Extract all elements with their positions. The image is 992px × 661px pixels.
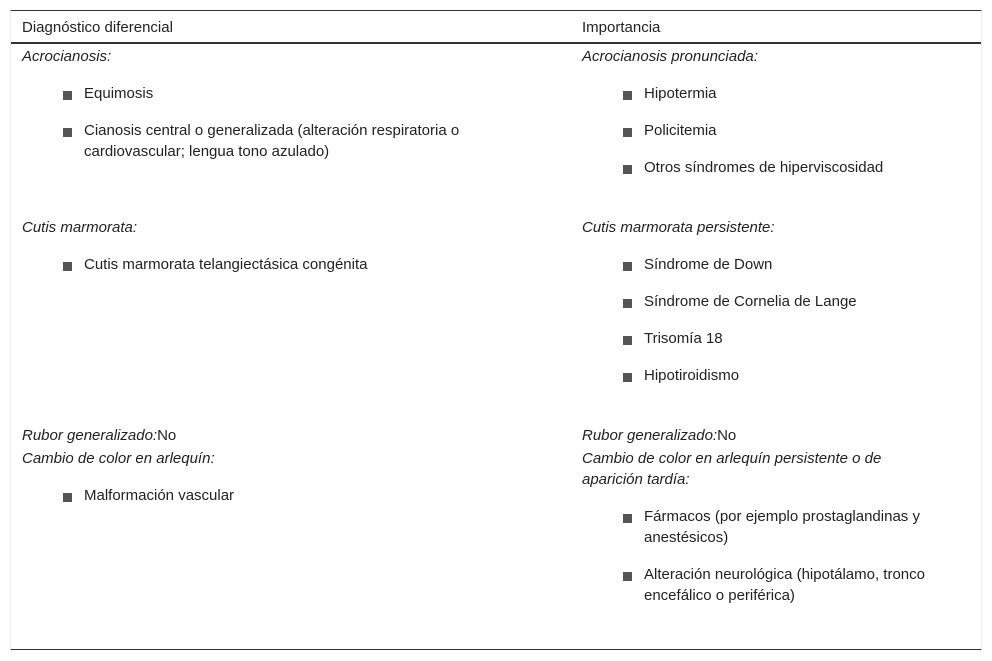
col1-arlequin-list (22, 485, 522, 506)
col2-cutis-title: Cutis marmorata persistente: (582, 219, 775, 236)
col2-arlequin-list (582, 506, 962, 606)
list-item: Equimosis (22, 83, 522, 104)
differential-diagnosis-table (10, 10, 982, 650)
col2-arlequin-title: Cambio de color en arlequín persistente o de aparición tardía: (582, 450, 882, 488)
col2-acrocianosis-cell (582, 46, 972, 67)
bullet-square-icon (623, 165, 632, 174)
bullet-square-icon (623, 373, 632, 382)
table-header-row (11, 11, 981, 44)
col1-cutis-title: Cutis marmorata: (22, 219, 138, 236)
bullet-square-icon (623, 128, 632, 137)
list-item: Síndrome de Down (582, 254, 972, 275)
header-importancia: Importancia (582, 19, 661, 36)
bullet-square-icon (623, 514, 632, 523)
list-item: Fármacos (por ejemplo prostaglandinas y anestésicos) (582, 506, 962, 548)
list-item: Trisomía 18 (582, 328, 972, 349)
col1-arlequin-title: Cambio de color en arlequín: (22, 450, 215, 467)
bullet-square-icon (63, 262, 72, 271)
col2-acrocianosis-list (582, 83, 972, 178)
list-item: Hipotiroidismo (582, 365, 972, 386)
list-item: Hipotermia (582, 83, 972, 104)
col1-acrocianosis-list (22, 83, 522, 162)
list-item: Alteración neurológica (hipotálamo, tronco encefálico o periférica) (582, 564, 962, 606)
list-item: Malformación vascular (22, 485, 522, 506)
bullet-square-icon (63, 128, 72, 137)
col1-rubor-line: Rubor generalizado:No (22, 427, 177, 444)
list-item: Policitemia (582, 120, 972, 141)
col2-rubor-line: Rubor generalizado:No (582, 427, 737, 444)
bullet-square-icon (623, 572, 632, 581)
col2-acrocianosis-title: Acrocianosis pronunciada: (582, 48, 758, 65)
col2-cutis-cell (582, 217, 972, 238)
bullet-square-icon (623, 262, 632, 271)
col2-rubor-cell (582, 425, 922, 490)
list-item: Síndrome de Cornelia de Lange (582, 291, 972, 312)
header-diagnostico: Diagnóstico diferencial (22, 19, 173, 36)
col1-acrocianosis-cell (22, 46, 552, 67)
col1-rubor-cell (22, 425, 552, 469)
bullet-square-icon (623, 299, 632, 308)
col1-cutis-cell (22, 217, 552, 238)
bullet-square-icon (623, 336, 632, 345)
col2-cutis-list (582, 254, 972, 386)
list-item: Otros síndromes de hiperviscosidad (582, 157, 972, 178)
bullet-square-icon (63, 91, 72, 100)
bullet-square-icon (623, 91, 632, 100)
bullet-square-icon (63, 493, 72, 502)
col1-cutis-list (22, 254, 522, 275)
list-item: Cutis marmorata telangiectásica congénita (22, 254, 522, 275)
list-item: Cianosis central o generalizada (alteración respiratoria o cardiovascular; lengua tono azulado) (22, 120, 522, 162)
col1-acrocianosis-title: Acrocianosis: (22, 48, 112, 65)
